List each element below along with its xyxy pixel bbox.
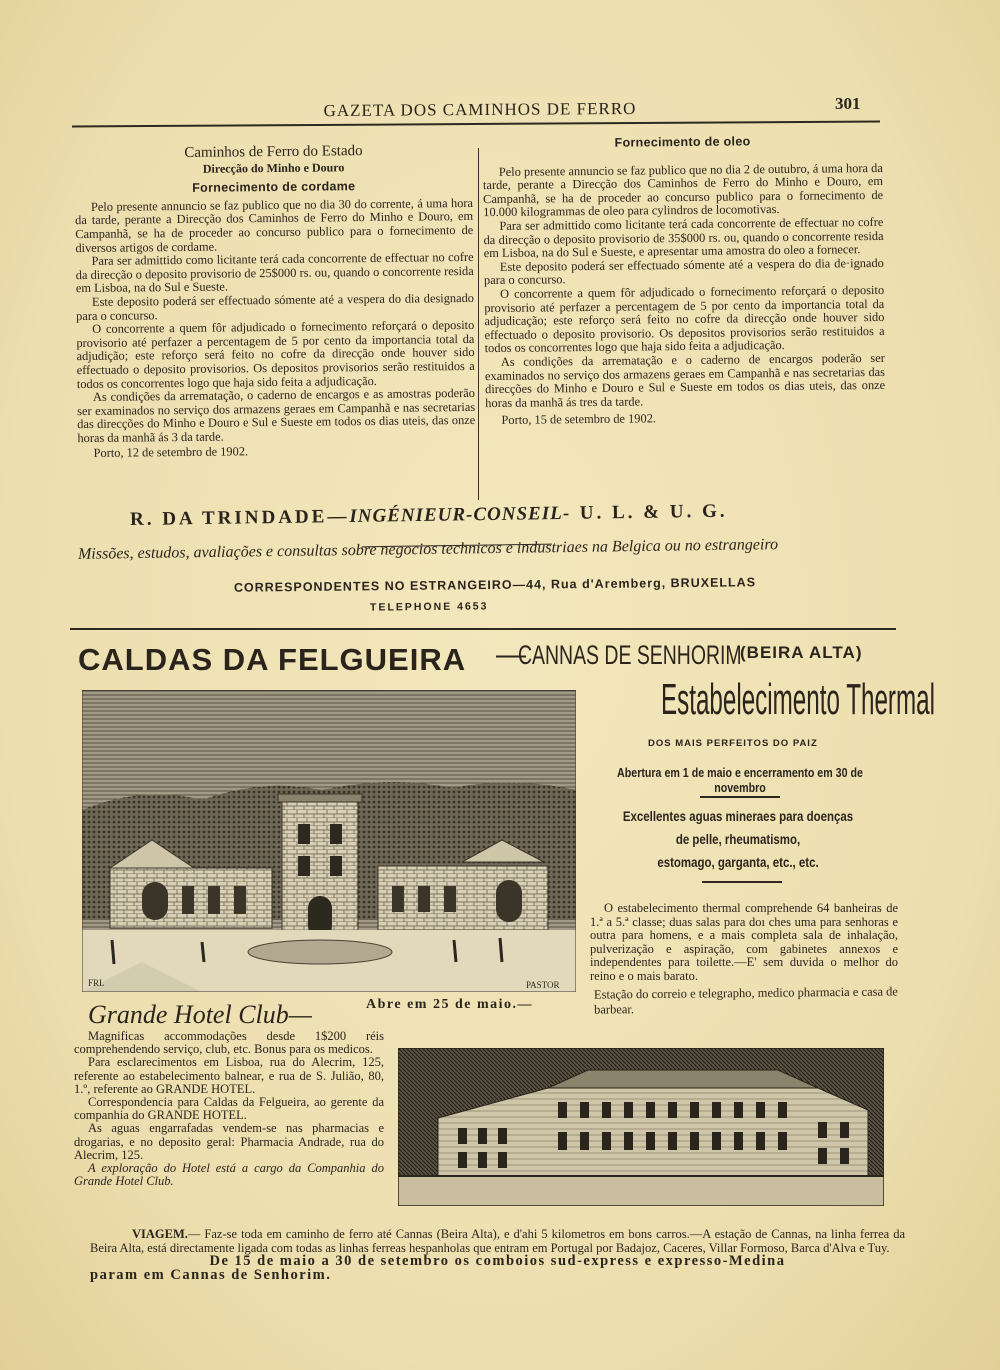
- hotel-paragraph: Magnificas accommodações desde 1$200 réis comprehendendo serviço, club, etc. Bonus para os medicos.: [74, 1029, 384, 1057]
- waters-line: estomago, garganta, etc., etc.: [657, 855, 819, 870]
- season-divider: [700, 796, 780, 798]
- right-notice-dateline: Porto, 15 de setembro de 1902.: [501, 411, 657, 428]
- left-notice-paragraph: As condições da arrematação, o caderno de encargos e as amostras poderão ser examinados no serviço dos armazens geraes em Campanhã e nas secretarias das direcções do Minho e Douro e Sul e Sueste em todos os dias uteis, das onze horas da manhã ás 3 da tarde.: [77, 386, 476, 445]
- hotel-paragraph: As aguas engarrafadas vendem-se nas pharmacias e drogarias, e no deposito geral: Pharmacia Andrade, rua do Alecrim, 125.: [74, 1121, 384, 1162]
- right-notice-heading: Fornecimento de oleo: [614, 134, 751, 150]
- right-notice-paragraph: Para ser admittido como licitante terá cada concorrente de effectuar no cofre da direcção o deposito provisorio de 35$000 rs. ou, quando o concorrente resida em Lisboa, na do Sul e Sueste, e apresentar uma amostra do oleo a fornecer.: [483, 214, 884, 261]
- establishment-description: [590, 902, 898, 983]
- trindade-name-italic: INGÉNIEUR-CONSEIL: [349, 502, 563, 527]
- trindade-ad-heading: [130, 499, 850, 531]
- hotel-note: A exploração do Hotel está a cargo da Companhia do Grande Hotel Club.: [74, 1161, 384, 1189]
- caldas-dash: —: [496, 638, 526, 671]
- establishment-title: Estabelecimento Thermal: [661, 675, 935, 724]
- travel-info: [90, 1228, 905, 1282]
- waters-line: de pelle, rheumatismo,: [675, 832, 801, 847]
- waters-line: Excellentes aguas mineraes para doenças: [622, 809, 854, 824]
- caldas-title: CALDAS DA FELGUEIRA: [78, 642, 467, 677]
- header-rule: [72, 121, 880, 128]
- right-notice-paragraph: Pelo presente annuncio se faz publico que no dia 2 de outubro, á uma hora da tarde, perante a Direcção dos Caminhos de Ferro do Minho e Douro, em Campanhã, se ha de proceder ao concurso publico para o fornecimento de 10.000 kilogrammas de oleo para cylindros de locomotivas.: [482, 160, 884, 220]
- left-notice: [74, 144, 475, 461]
- hotel-paragraph: Correspondencia para Caldas da Felgueira, ao gerente da companhia do GRANDE HOTEL.: [74, 1095, 384, 1123]
- engraving-signature-left: FRL: [88, 978, 105, 988]
- right-notice: [482, 134, 885, 428]
- left-notice-heading: Fornecimento de cordame: [192, 179, 356, 196]
- left-notice-paragraph: Este deposito poderá ser effectuado sómente até a vespera do dia designado para o concurso.: [76, 290, 475, 323]
- trindade-telephone: TELEPHONE 4653: [369, 600, 489, 614]
- travel-text: — Faz-se toda em caminho de ferro até Cannas (Beira Alta), e d'ahi 5 kilometros em bons carros.—A estação de Cannas, na linha ferrea da Beira Alta, está directamente ligada com todas as linhas ferreas hespanholas que entram em Portugal por Badajoz, Caceres, Villar Formoso, Barca d'Alva e Tuy.: [90, 1227, 905, 1255]
- establishment-tagline: DOS MAIS PERFEITOS DO PAIZ: [648, 738, 818, 749]
- section-rule: [70, 628, 896, 630]
- left-notice-dateline: Porto, 12 de setembro de 1902.: [93, 444, 249, 461]
- establishment-description-text: O estabelecimento thermal comprehende 64 banheiras de 1.ª a 5.ª classe; duas salas para doı ches uma para senhoras e outra para homens, e a mais completa sala de inhalação, pulverização e aspiração, com gabinetes annexos e independentes para toilette.—E' sem duvida o melhor do reino e o mais barato.: [590, 901, 898, 983]
- left-notice-paragraph: Para ser admittido como licitante terá cada concorrente de effectuar no cofre da direcção o deposito provisorio de 25$000 rs. ou, quando o concorrente resida em Lisboa, na do Sul e Sueste.: [75, 250, 474, 296]
- left-notice-title: Caminhos de Ferro do Estado: [184, 143, 363, 161]
- travel-closing-line: param em Cannas de Senhorim.: [90, 1266, 332, 1283]
- waters-divider: [702, 881, 782, 883]
- trindade-correspondents: CORRESPONDENTES NO ESTRANGEIRO—44, Rua d'Aremberg, BRUXELLAS: [233, 575, 757, 595]
- travel-label: VIAGEM.: [132, 1227, 188, 1241]
- gazette-title: GAZETA DOS CAMINHOS DE FERRO: [323, 98, 637, 121]
- thermal-establishment-engraving: [82, 690, 576, 992]
- trindade-name-suffix: - U. L. & U. G.: [562, 500, 728, 524]
- waters-benefits: [611, 805, 866, 874]
- caldas-region: (BEIRA ALTA): [740, 643, 863, 662]
- left-notice-paragraph: Pelo presente annuncio se faz publico que no dia 30 do corrente, á uma hora da tarde, perante a Direcção dos Caminhos de Ferro do Minho e Douro, em Campanhã, se ha de proceder ao concurso publico para o fornecimento de diversos artigos de cordame.: [75, 195, 474, 255]
- hotel-opening: Abre em 25 de maio.—: [366, 997, 533, 1012]
- trindade-name-prefix: R. DA TRINDADE—: [129, 505, 350, 531]
- services-line: Estação do correio e telegrapho, medico pharmacia e casa de barbear.: [593, 984, 898, 1017]
- left-notice-subtitle: Direcção do Minho e Douro: [202, 159, 345, 176]
- column-divider: [478, 148, 479, 500]
- grand-hotel-engraving: [398, 1048, 884, 1206]
- season-dates: Abertura em 1 de maio e encerramento em 30 de novembro: [617, 765, 863, 795]
- trindade-services: Missões, estudos, avaliações e consultas sobre negocios technicos e industriaes na Belgica ou no estrangeiro: [77, 536, 779, 563]
- engraving-signature-right: PASTOR: [526, 980, 560, 990]
- right-notice-paragraph: As condições da arrematação e o caderno de encargos poderão ser examinados no serviço dos armazens geraes em Campanhã e nas secretarias das direcções do Minho e Douro e Sul e Sueste em todos os dias uteis, das onze horas da manhã ás tres da tarde.: [484, 350, 886, 410]
- hotel-name: Grande Hotel Club—: [88, 1000, 312, 1029]
- right-notice-paragraph: O concorrente a quem fôr adjudicado o fornecimento reforçará o deposito provisorio até perfazer a percentagem de 5 por cento da importancia total da adjudicação; este reforço será feito no cofre da direcção onde houver sido effectuado o deposito provisorio. Os depositos provisorios serão restituidos a todos os concorrentes logo que haja sido feita a adjudicação.: [484, 282, 885, 356]
- caldas-location: CANNAS DE SENHORIM: [518, 640, 742, 670]
- hotel-details: [74, 1030, 384, 1188]
- page-number: 301: [835, 94, 861, 113]
- right-notice-paragraph: Este deposito poderá ser effectuado sómente até a vespera do dia de·ignado para o concurso.: [483, 255, 884, 288]
- hotel-paragraph: Para esclarecimentos em Lisboa, rua do Alecrim, 125, referente ao estabelecimento balnear, e rua de S. Julião, 80, 1.º, referente ao GRANDE HOTEL.: [74, 1055, 384, 1096]
- left-notice-paragraph: O concorrente a quem fôr adjudicado o fornecimento reforçará o deposito provisorio até perfazer a percentagem de 5 por cento da importancia total da adjudição; este reforço será feito no cofre da direcção onde houver sido effectuado o deposito provisorios. Os depositos provisorios serão restituidos a todos os concorrentes logo que haja sido feita a adjudicação.: [76, 318, 475, 391]
- travel-closing-line: De 15 de maio a 30 de setembro os comboios sud-express e expresso-Medina: [209, 1253, 786, 1270]
